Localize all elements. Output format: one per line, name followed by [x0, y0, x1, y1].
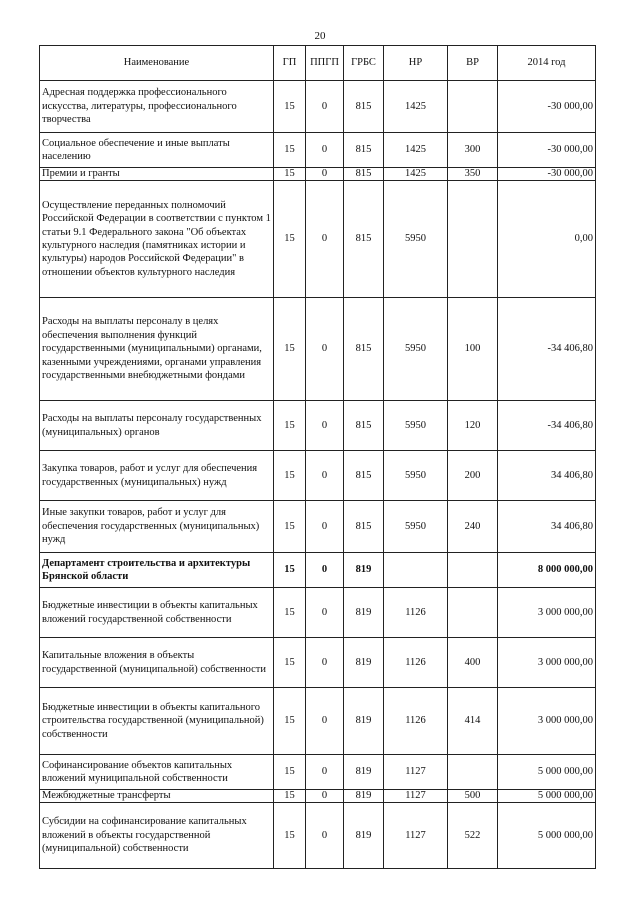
- row-ppgp: 0: [306, 501, 344, 553]
- table-row: [40, 133, 596, 168]
- row-amount: 5 000 000,00: [498, 803, 596, 869]
- row-name: Осуществление переданных полномочий Российской Федерации в соответствии с пунктом 1 статьи 9.1 Федерального закона "Об объектах культурного наследия (памятниках истории и культуры) народов Российской Федерации" в отношении объектов культурного наследия: [40, 181, 274, 298]
- table-row: [40, 181, 596, 298]
- table-row: [40, 688, 596, 755]
- row-vr: 200: [448, 451, 498, 501]
- row-ppgp: 0: [306, 401, 344, 451]
- row-nr: 5950: [384, 181, 448, 298]
- row-nr: 1126: [384, 638, 448, 688]
- row-ppgp: 0: [306, 803, 344, 869]
- row-amount: 3 000 000,00: [498, 688, 596, 755]
- row-amount: 34 406,80: [498, 501, 596, 553]
- row-name: Софинансирование объектов капитальных вложений муниципальной собственности: [40, 755, 274, 790]
- row-name: Иные закупки товаров, работ и услуг для обеспечения государственных (муниципальных) нужд: [40, 501, 274, 553]
- row-ppgp: 0: [306, 133, 344, 168]
- row-gp: 15: [274, 168, 306, 181]
- page-number: 20: [314, 30, 326, 42]
- row-nr: 5950: [384, 298, 448, 401]
- row-grbs: 815: [344, 298, 384, 401]
- row-grbs: 815: [344, 501, 384, 553]
- row-name: Адресная поддержка профессионального искусства, литературы, профессионального творчества: [40, 81, 274, 133]
- row-gp: 15: [274, 588, 306, 638]
- row-nr: 1425: [384, 168, 448, 181]
- row-ppgp: 0: [306, 755, 344, 790]
- row-nr: 5950: [384, 451, 448, 501]
- row-gp: 15: [274, 755, 306, 790]
- row-name: Межбюджетные трансферты: [40, 790, 274, 803]
- row-vr: [448, 588, 498, 638]
- row-nr: 5950: [384, 501, 448, 553]
- row-grbs: 815: [344, 133, 384, 168]
- row-amount: 3 000 000,00: [498, 638, 596, 688]
- row-gp: 15: [274, 803, 306, 869]
- row-nr: 1127: [384, 803, 448, 869]
- row-name: Департамент строительства и архитектуры Брянской области: [40, 553, 274, 588]
- table-row: [40, 755, 596, 790]
- row-gp: 15: [274, 790, 306, 803]
- row-nr: 1126: [384, 588, 448, 638]
- row-amount: -30 000,00: [498, 81, 596, 133]
- row-grbs: 819: [344, 790, 384, 803]
- row-grbs: 819: [344, 755, 384, 790]
- column-header-ppgp: ППГП: [306, 46, 344, 81]
- row-gp: 15: [274, 81, 306, 133]
- row-vr: [448, 755, 498, 790]
- row-gp: 15: [274, 688, 306, 755]
- row-name: Капитальные вложения в объекты государственной (муниципальной) собственности: [40, 638, 274, 688]
- row-nr: 1126: [384, 688, 448, 755]
- column-header-nr: НР: [384, 46, 448, 81]
- row-ppgp: 0: [306, 638, 344, 688]
- row-vr: 100: [448, 298, 498, 401]
- row-amount: -34 406,80: [498, 401, 596, 451]
- table-row: [40, 790, 596, 803]
- row-nr: 1127: [384, 755, 448, 790]
- row-gp: 15: [274, 298, 306, 401]
- row-grbs: 815: [344, 451, 384, 501]
- budget-table: [39, 45, 596, 869]
- row-amount: -34 406,80: [498, 298, 596, 401]
- table-row: [40, 401, 596, 451]
- row-name: Расходы на выплаты персоналу в целях обеспечения выполнения функций государственными (муниципальными) органами, казенными учреждениями, органами управления государственными внебюджетными фондами: [40, 298, 274, 401]
- row-grbs: 819: [344, 553, 384, 588]
- row-grbs: 819: [344, 588, 384, 638]
- row-ppgp: 0: [306, 790, 344, 803]
- row-amount: -30 000,00: [498, 133, 596, 168]
- column-header-year-2014: 2014 год: [498, 46, 596, 81]
- row-amount: 3 000 000,00: [498, 588, 596, 638]
- table-row: [40, 588, 596, 638]
- row-vr: 300: [448, 133, 498, 168]
- row-name: Субсидии на софинансирование капитальных вложений в объекты государственной (муниципальной) собственности: [40, 803, 274, 869]
- table-row: [40, 803, 596, 869]
- row-amount: 8 000 000,00: [498, 553, 596, 588]
- row-vr: 400: [448, 638, 498, 688]
- row-nr: 1425: [384, 133, 448, 168]
- table-row: [40, 638, 596, 688]
- row-grbs: 819: [344, 803, 384, 869]
- row-ppgp: 0: [306, 168, 344, 181]
- row-nr: 1425: [384, 81, 448, 133]
- row-vr: 500: [448, 790, 498, 803]
- row-grbs: 815: [344, 401, 384, 451]
- row-ppgp: 0: [306, 688, 344, 755]
- row-grbs: 819: [344, 638, 384, 688]
- row-grbs: 815: [344, 81, 384, 133]
- row-ppgp: 0: [306, 451, 344, 501]
- row-gp: 15: [274, 501, 306, 553]
- row-name: Бюджетные инвестиции в объекты капитального строительства государственной (муниципальной) собственности: [40, 688, 274, 755]
- row-vr: 240: [448, 501, 498, 553]
- column-header-gp: ГП: [274, 46, 306, 81]
- row-vr: 120: [448, 401, 498, 451]
- row-amount: 5 000 000,00: [498, 790, 596, 803]
- row-name: Расходы на выплаты персоналу государственных (муниципальных) органов: [40, 401, 274, 451]
- column-header-name: Наименование: [40, 46, 274, 81]
- row-amount: 34 406,80: [498, 451, 596, 501]
- row-vr: [448, 181, 498, 298]
- row-name: Социальное обеспечение и иные выплаты населению: [40, 133, 274, 168]
- row-grbs: 815: [344, 181, 384, 298]
- row-vr: [448, 81, 498, 133]
- column-header-grbs: ГРБС: [344, 46, 384, 81]
- row-ppgp: 0: [306, 181, 344, 298]
- row-vr: [448, 553, 498, 588]
- row-grbs: 815: [344, 168, 384, 181]
- row-amount: -30 000,00: [498, 168, 596, 181]
- row-name: Премии и гранты: [40, 168, 274, 181]
- row-ppgp: 0: [306, 553, 344, 588]
- row-amount: 0,00: [498, 181, 596, 298]
- row-nr: 1127: [384, 790, 448, 803]
- row-nr: [384, 553, 448, 588]
- table-row: [40, 451, 596, 501]
- table-row: [40, 553, 596, 588]
- row-gp: 15: [274, 638, 306, 688]
- row-grbs: 819: [344, 688, 384, 755]
- row-gp: 15: [274, 401, 306, 451]
- row-name: Бюджетные инвестиции в объекты капитальных вложений государственной собственности: [40, 588, 274, 638]
- row-gp: 15: [274, 181, 306, 298]
- table-row: [40, 298, 596, 401]
- table-row: [40, 168, 596, 181]
- row-vr: 350: [448, 168, 498, 181]
- row-ppgp: 0: [306, 298, 344, 401]
- row-nr: 5950: [384, 401, 448, 451]
- table-row: [40, 501, 596, 553]
- row-name: Закупка товаров, работ и услуг для обеспечения государственных (муниципальных) нужд: [40, 451, 274, 501]
- table-header-row: [40, 46, 596, 81]
- row-vr: 522: [448, 803, 498, 869]
- row-ppgp: 0: [306, 81, 344, 133]
- table-row: [40, 81, 596, 133]
- row-ppgp: 0: [306, 588, 344, 638]
- row-amount: 5 000 000,00: [498, 755, 596, 790]
- row-gp: 15: [274, 451, 306, 501]
- row-gp: 15: [274, 553, 306, 588]
- column-header-vr: ВР: [448, 46, 498, 81]
- row-vr: 414: [448, 688, 498, 755]
- row-gp: 15: [274, 133, 306, 168]
